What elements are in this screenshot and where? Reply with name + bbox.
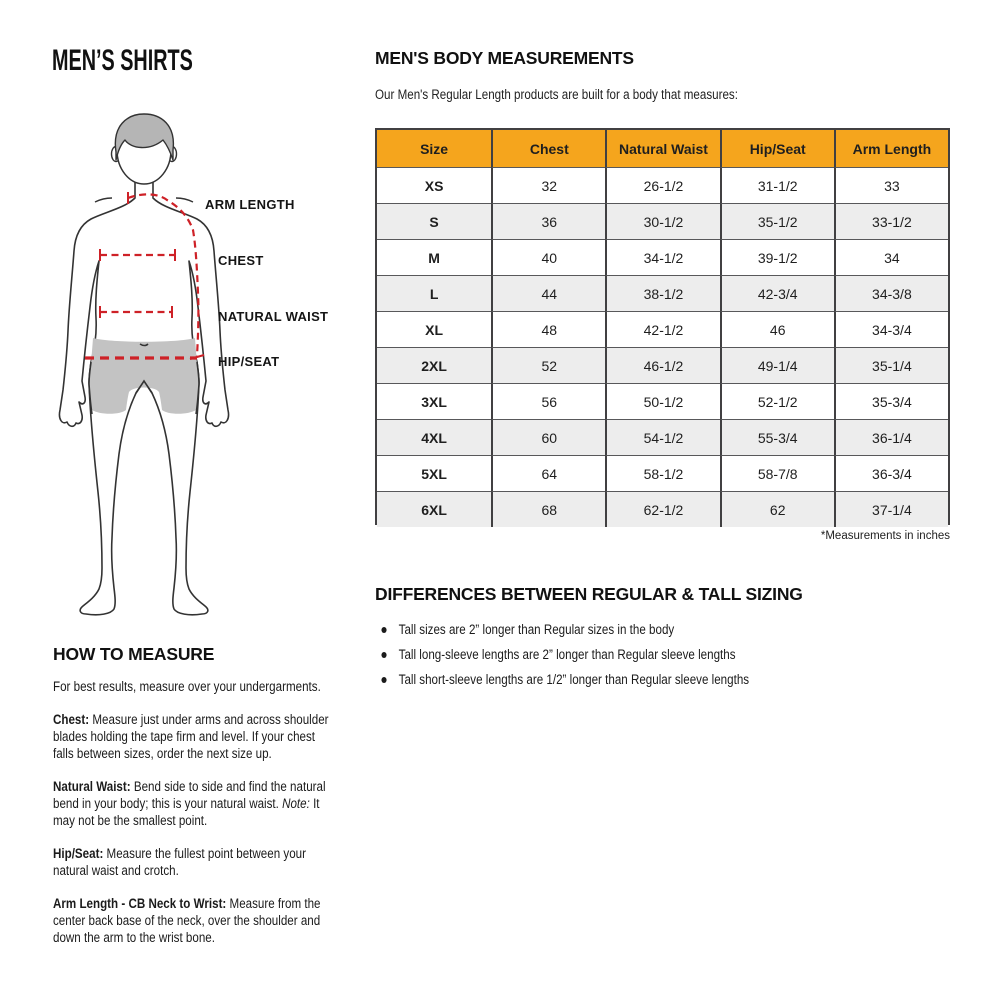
cell-hip-seat: 35-1/2 — [720, 203, 834, 239]
cell-chest: 68 — [491, 491, 605, 527]
cell-arm-length: 34-3/8 — [834, 275, 948, 311]
shorts — [89, 338, 199, 414]
cell-hip-seat: 49-1/4 — [720, 347, 834, 383]
cell-natural-waist: 62-1/2 — [605, 491, 719, 527]
cell-chest: 64 — [491, 455, 605, 491]
differences-heading: DIFFERENCES BETWEEN REGULAR & TALL SIZING — [375, 584, 803, 604]
cell-size: 2XL — [377, 347, 491, 383]
measure-hip-seat-paragraph — [53, 845, 333, 879]
list-item: Tall long-sleeve lengths are 2” longer than Regular sleeve lengths — [378, 647, 928, 663]
cell-arm-length: 33 — [834, 167, 948, 203]
arm-length-body: Measure from the center back base of the neck, over the shoulder and down the arm to the wrist bone. — [53, 896, 321, 945]
how-to-measure-heading: HOW TO MEASURE — [53, 644, 215, 664]
natural-waist-note-label: Note: — [282, 796, 310, 811]
cell-hip-seat: 52-1/2 — [720, 383, 834, 419]
cell-chest: 32 — [491, 167, 605, 203]
how-to-measure-text — [53, 678, 333, 962]
cell-hip-seat: 55-3/4 — [720, 419, 834, 455]
cell-hip-seat: 62 — [720, 491, 834, 527]
measure-intro: For best results, measure over your undergarments. — [53, 679, 321, 694]
cell-size: XL — [377, 311, 491, 347]
size-table — [375, 128, 950, 525]
cell-chest: 48 — [491, 311, 605, 347]
cell-natural-waist: 54-1/2 — [605, 419, 719, 455]
measurements-heading: MEN'S BODY MEASUREMENTS — [375, 48, 634, 68]
measure-natural-waist-paragraph — [53, 778, 333, 829]
cell-natural-waist: 46-1/2 — [605, 347, 719, 383]
cell-chest: 44 — [491, 275, 605, 311]
measurements-footnote: *Measurements in inches — [820, 530, 950, 542]
col-header-arm-length: Arm Length — [834, 130, 948, 167]
hip-seat-body: Measure the fullest point between your natural waist and crotch. — [53, 846, 306, 878]
cell-natural-waist: 50-1/2 — [605, 383, 719, 419]
measure-chest-paragraph — [53, 711, 333, 762]
page-title: MEN’S SHIRTS — [52, 44, 193, 77]
cell-arm-length: 35-3/4 — [834, 383, 948, 419]
arm-length-lead: Arm Length - CB Neck to Wrist: — [53, 896, 227, 911]
cell-arm-length: 36-3/4 — [834, 455, 948, 491]
cell-hip-seat: 58-7/8 — [720, 455, 834, 491]
body-outline — [59, 180, 228, 615]
cell-size: M — [377, 239, 491, 275]
cell-size: XS — [377, 167, 491, 203]
cell-chest: 60 — [491, 419, 605, 455]
figure-label-chest: CHEST — [218, 253, 264, 268]
cell-arm-length: 33-1/2 — [834, 203, 948, 239]
cell-arm-length: 37-1/4 — [834, 491, 948, 527]
cell-natural-waist: 26-1/2 — [605, 167, 719, 203]
chest-lead: Chest: — [53, 712, 90, 727]
natural-waist-body: Bend side to side and find the natural bend in your body; this is your natural waist. — [53, 779, 326, 811]
chest-body: Measure just under arms and across shoulder blades holding the tape firm and level. If your chest falls between sizes, order the next size up. — [53, 712, 329, 761]
cell-hip-seat: 39-1/2 — [720, 239, 834, 275]
cell-chest: 56 — [491, 383, 605, 419]
natural-waist-body2: It may not be the smallest point. — [53, 796, 320, 828]
list-item: Tall sizes are 2” longer than Regular sizes in the body — [378, 622, 928, 638]
hip-seat-lead: Hip/Seat: — [53, 846, 104, 861]
cell-chest: 36 — [491, 203, 605, 239]
figure-label-hip-seat: HIP/SEAT — [218, 354, 280, 369]
cell-arm-length: 36-1/4 — [834, 419, 948, 455]
cell-natural-waist: 42-1/2 — [605, 311, 719, 347]
cell-natural-waist: 38-1/2 — [605, 275, 719, 311]
cell-size: 4XL — [377, 419, 491, 455]
cell-arm-length: 34-3/4 — [834, 311, 948, 347]
measure-arm-length-paragraph — [53, 895, 333, 946]
cell-natural-waist: 34-1/2 — [605, 239, 719, 275]
cell-chest: 40 — [491, 239, 605, 275]
cell-chest: 52 — [491, 347, 605, 383]
cell-size: 6XL — [377, 491, 491, 527]
natural-waist-lead: Natural Waist: — [53, 779, 131, 794]
cell-arm-length: 35-1/4 — [834, 347, 948, 383]
cell-hip-seat: 42-3/4 — [720, 275, 834, 311]
cell-size: L — [377, 275, 491, 311]
figure-label-arm-length: ARM LENGTH — [205, 197, 295, 212]
differences-list — [378, 622, 928, 697]
list-item: Tall short-sleeve lengths are 1/2” longer than Regular sleeve lengths — [378, 672, 928, 688]
cell-hip-seat: 31-1/2 — [720, 167, 834, 203]
measurements-subtitle: Our Men's Regular Length products are built for a body that measures: — [375, 87, 738, 102]
col-header-natural-waist: Natural Waist — [605, 130, 719, 167]
cell-size: S — [377, 203, 491, 239]
cell-natural-waist: 30-1/2 — [605, 203, 719, 239]
col-header-chest: Chest — [491, 130, 605, 167]
figure-label-natural-waist: NATURAL WAIST — [218, 309, 329, 324]
col-header-size: Size — [377, 130, 491, 167]
cell-size: 5XL — [377, 455, 491, 491]
cell-arm-length: 34 — [834, 239, 948, 275]
cell-natural-waist: 58-1/2 — [605, 455, 719, 491]
body-figure-illustration — [55, 110, 233, 622]
cell-size: 3XL — [377, 383, 491, 419]
cell-hip-seat: 46 — [720, 311, 834, 347]
col-header-hip-seat: Hip/Seat — [720, 130, 834, 167]
